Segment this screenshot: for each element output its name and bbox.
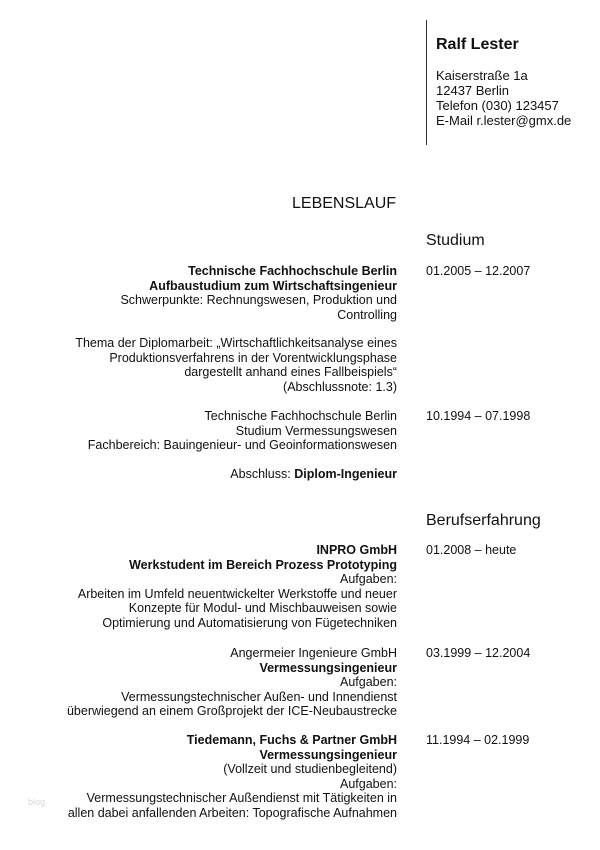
thesis-line: Produktionsverfahrens in der Vorentwicklungsphase <box>109 350 397 365</box>
section-heading-beruf: Berufserfahrung <box>426 512 541 529</box>
focus-line: Schwerpunkte: Rechnungswesen, Produktion und <box>120 293 397 307</box>
tasks-line: Vermessungstechnischer Außendienst mit Tätigkeiten in <box>86 791 397 805</box>
entry-date: 10.1994 – 07.1998 <box>426 409 531 423</box>
role: Werkstudent im Bereich Prozess Prototyping <box>129 557 397 572</box>
entry-date: 01.2008 – heute <box>426 543 517 557</box>
entry-date: 11.1994 – 02.1999 <box>426 733 530 747</box>
tasks-line: überwiegend an einem Großprojekt der ICE-Neubaustrecke <box>66 704 397 718</box>
person-name: Ralf Lester <box>436 36 519 53</box>
institution: Technische Fachhochschule Berlin <box>204 409 397 423</box>
entry-date: 03.1999 – 12.2004 <box>426 646 531 660</box>
role: Vermessungsingenieur <box>259 660 397 675</box>
entry-date: 01.2005 – 12.2007 <box>426 264 531 278</box>
grade: (Abschlussnote: 1.3) <box>283 379 397 394</box>
program: Studium Vermessungswesen <box>235 423 397 438</box>
degree-line <box>57 467 397 482</box>
contact-block <box>436 35 571 128</box>
thesis-line: Thema der Diplomarbeit: „Wirtschaftlichkeitsanalyse eines <box>75 336 397 350</box>
tasks-line: Arbeiten im Umfeld neuentwickelter Werkstoffe und neuer <box>77 586 397 601</box>
tasks-line: Optimierung und Automatisierung von Fügetechniken <box>102 615 397 630</box>
tasks-line: Vermessungstechnischer Außen- und Innendienst <box>121 689 397 704</box>
thesis-line: dargestellt anhand eines Fallbeispiels“ <box>184 365 397 379</box>
tasks-label: Aufgaben: <box>340 675 397 689</box>
address-city: 12437 Berlin <box>436 83 509 98</box>
company: Tiedemann, Fuchs & Partner GmbH <box>186 733 397 747</box>
address-street: Kaiserstraße 1a <box>436 68 528 83</box>
employment-note: (Vollzeit und studienbegleitend) <box>223 762 397 776</box>
tasks-label: Aufgaben: <box>340 776 397 791</box>
company: Angermeier Ingenieure GmbH <box>230 646 397 660</box>
company: INPRO GmbH <box>316 543 397 557</box>
study-entry <box>57 409 397 481</box>
institution: Technische Fachhochschule Berlin <box>188 264 397 278</box>
tasks-label: Aufgaben: <box>340 572 397 586</box>
focus-line: Controlling <box>337 307 397 322</box>
phone: Telefon (030) 123457 <box>436 98 559 113</box>
email: E-Mail r.lester@gmx.de <box>436 113 572 128</box>
job-entry <box>57 543 397 630</box>
document-title: LEBENSLAUF <box>292 195 397 212</box>
job-entry <box>57 733 397 820</box>
job-entry <box>57 646 397 719</box>
section-heading-studium: Studium <box>426 232 485 249</box>
watermark: blog <box>28 797 46 807</box>
tasks-line: allen dabei anfallenden Arbeiten: Topografische Aufnahmen <box>67 805 397 820</box>
tasks-line: Konzepte für Modul- und Mischbauweisen sowie <box>128 601 397 615</box>
header-divider <box>426 20 427 145</box>
role: Vermessungsingenieur <box>259 747 397 762</box>
degree-label: Abschluss: <box>230 466 291 481</box>
department: Fachbereich: Bauingenieur- und Geoinformationswesen <box>87 438 397 452</box>
program: Aufbaustudium zum Wirtschaftsingenieur <box>149 278 397 293</box>
study-entry <box>57 264 397 394</box>
degree-value: Diplom-Ingenieur <box>294 466 397 481</box>
